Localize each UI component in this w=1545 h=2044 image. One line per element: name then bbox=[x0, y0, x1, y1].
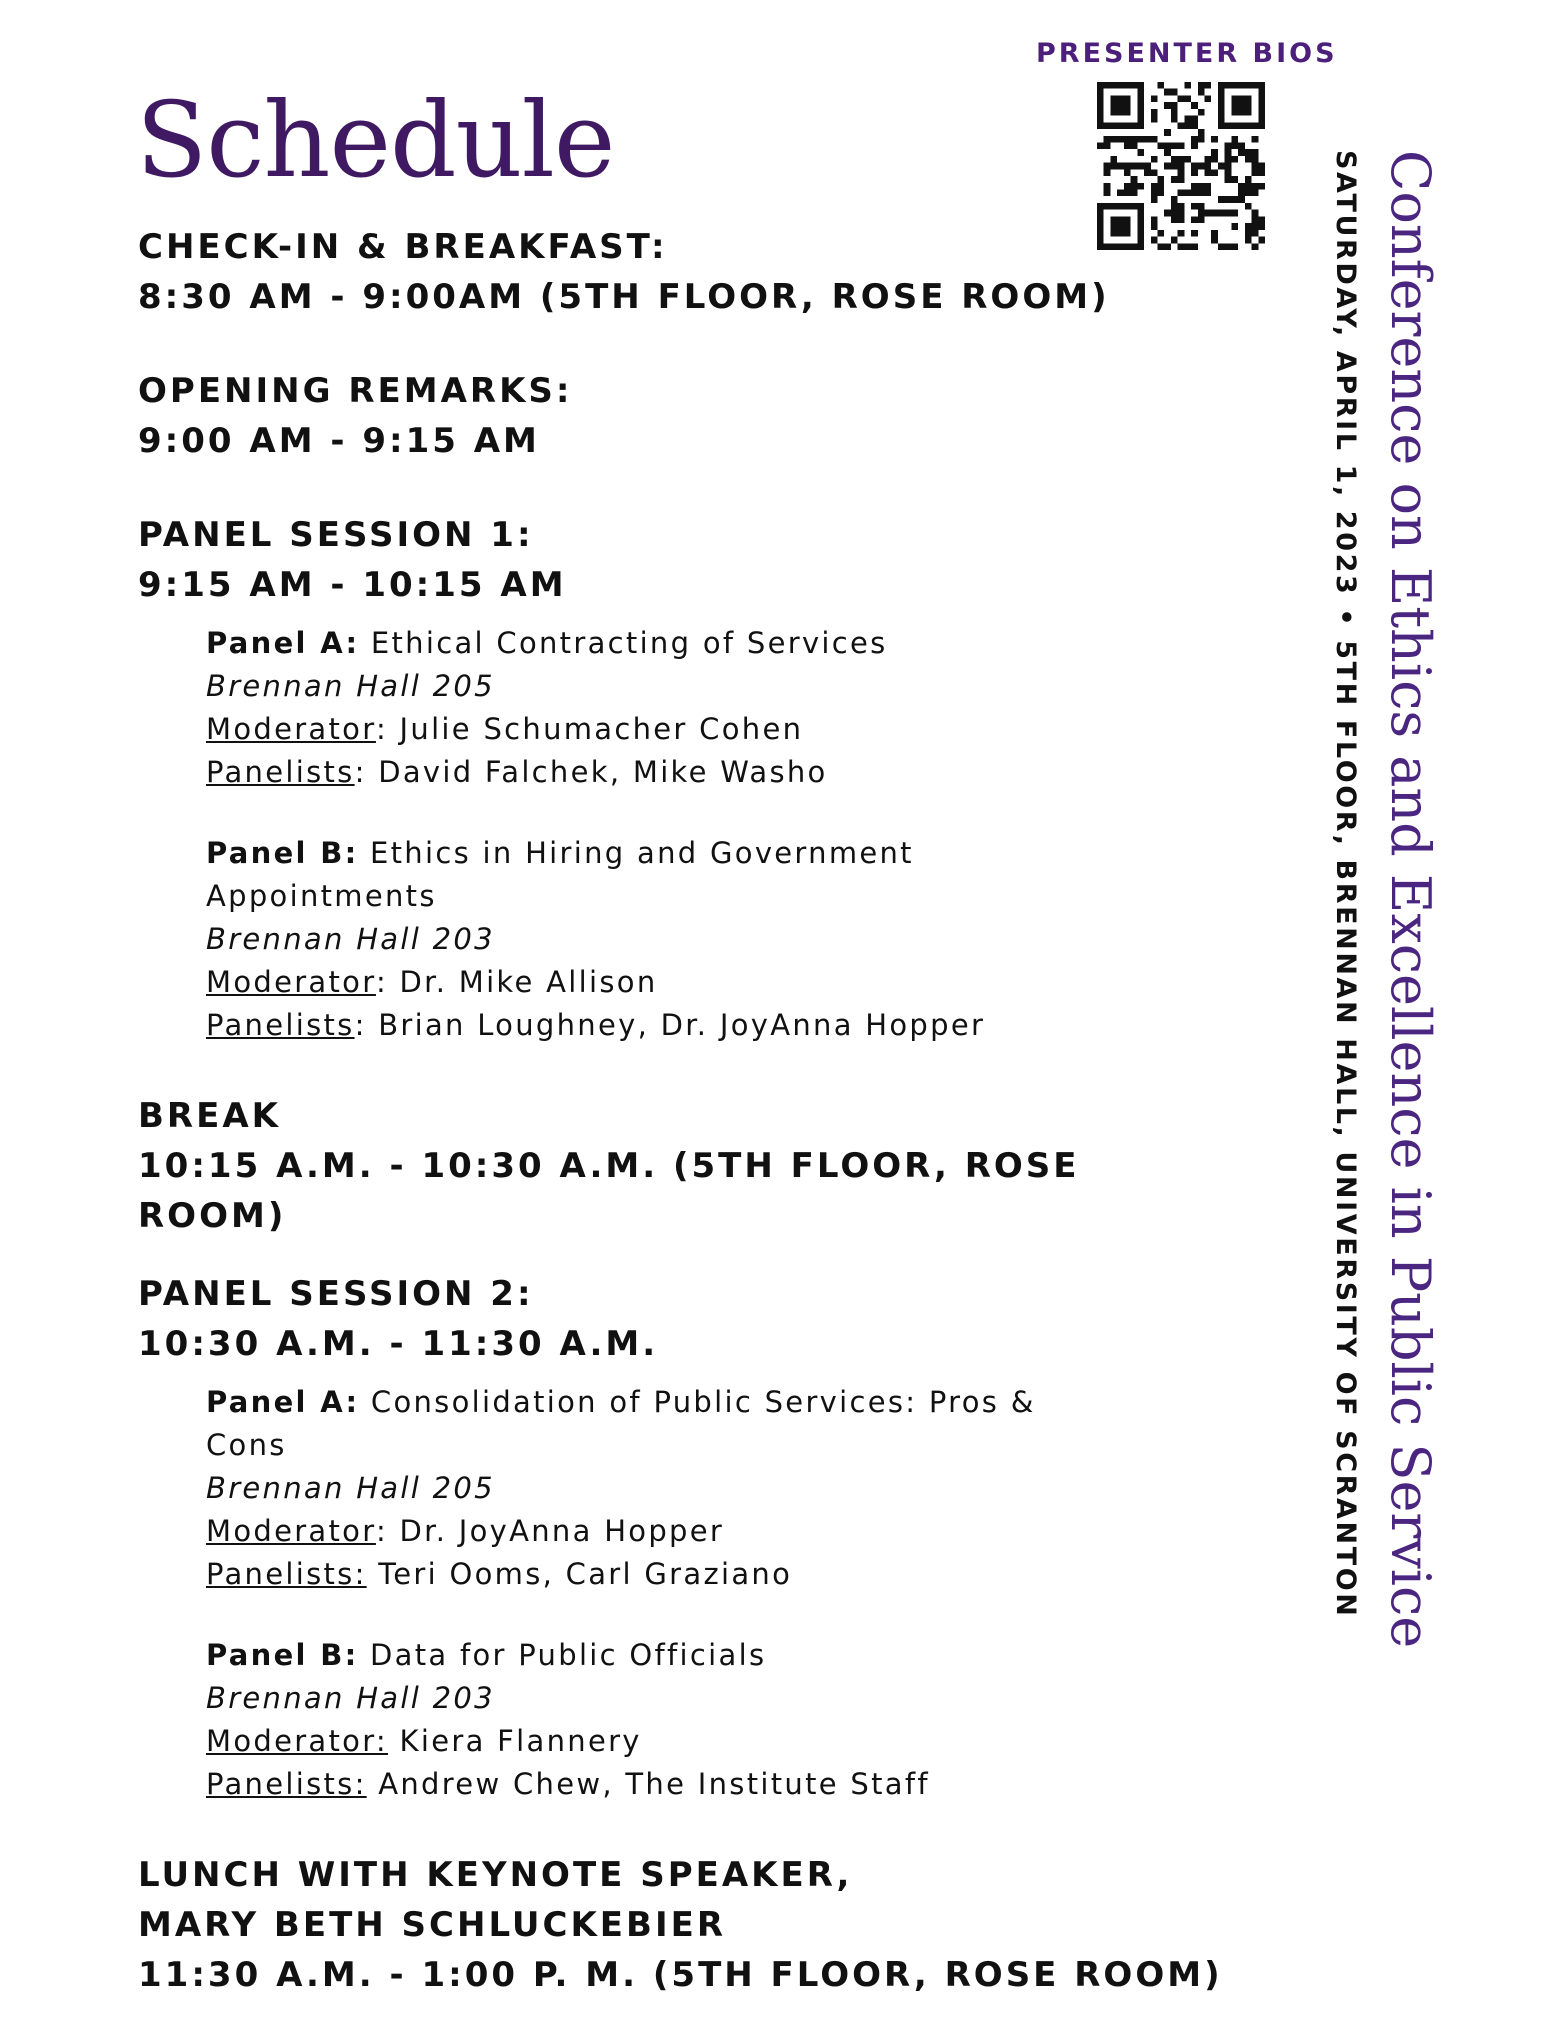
event-opening-remarks bbox=[138, 366, 1228, 466]
panel-panelists bbox=[206, 1553, 1106, 1596]
event-time: 11:30 A.M. - 1:00 P. M. (5TH FLOOR, ROSE ROOM) bbox=[138, 1955, 1223, 1995]
panel-topic: Data for Public Officials bbox=[358, 1638, 767, 1672]
panel-location: Brennan Hall 205 bbox=[206, 669, 495, 703]
panel-heading bbox=[206, 622, 1106, 665]
panel-moderator bbox=[206, 708, 1106, 751]
event-panel-session-1 bbox=[138, 510, 1228, 1047]
panel-moderator bbox=[206, 1720, 1106, 1763]
panel-location: Brennan Hall 203 bbox=[206, 1681, 495, 1715]
panel-1b bbox=[206, 832, 1106, 1047]
panel-panelists bbox=[206, 751, 1106, 794]
panel-1a bbox=[206, 622, 1106, 794]
panelists-key: Panelists: bbox=[206, 1767, 367, 1801]
panelists-names: Teri Ooms, Carl Graziano bbox=[378, 1557, 793, 1591]
event-title: CHECK-IN & BREAKFAST: bbox=[138, 227, 668, 267]
panel-topic: Ethics in Hiring and Government Appointments bbox=[206, 836, 914, 913]
panel-panelists bbox=[206, 1763, 1106, 1806]
panelists-names: Andrew Chew, The Institute Staff bbox=[378, 1767, 930, 1801]
conference-date-location: SATURDAY, APRIL 1, 2023 • 5TH FLOOR, BRENNAN HALL, UNIVERSITY OF SCRANTON bbox=[1330, 150, 1361, 1619]
event-time: 10:30 A.M. - 11:30 A.M. bbox=[138, 1324, 659, 1364]
panel-2a bbox=[206, 1381, 1106, 1596]
page-title: Schedule bbox=[136, 79, 615, 201]
event-check-in bbox=[138, 222, 1228, 322]
panel-heading bbox=[206, 1381, 1106, 1467]
moderator-sep: : bbox=[375, 1514, 400, 1548]
panel-label: Panel B: bbox=[206, 1638, 359, 1672]
panelists-names: David Falchek, Mike Washo bbox=[378, 755, 828, 789]
event-title: LUNCH WITH KEYNOTE SPEAKER, bbox=[138, 1855, 853, 1895]
panel-heading bbox=[206, 832, 1106, 918]
panelists-key: Panelists bbox=[206, 1008, 355, 1042]
moderator-key: Moderator bbox=[206, 1514, 376, 1548]
panelists-names: Brian Loughney, Dr. JoyAnna Hopper bbox=[378, 1008, 986, 1042]
event-time: 9:00 AM - 9:15 AM bbox=[138, 421, 540, 461]
event-time: 10:15 A.M. - 10:30 A.M. (5TH FLOOR, ROSE ROOM) bbox=[138, 1146, 1080, 1236]
panel-2b bbox=[206, 1634, 1106, 1806]
panelists-key: Panelists: bbox=[206, 1557, 367, 1591]
panel-moderator bbox=[206, 1510, 1106, 1553]
event-lunch-keynote bbox=[138, 1850, 1228, 2000]
panelists-sep bbox=[367, 1767, 379, 1801]
panel-panelists bbox=[206, 1004, 1106, 1047]
panel-location: Brennan Hall 205 bbox=[206, 1471, 495, 1505]
event-panel-session-2 bbox=[138, 1269, 1228, 1806]
panel-moderator bbox=[206, 961, 1106, 1004]
event-title: BREAK bbox=[138, 1096, 281, 1136]
moderator-key: Moderator bbox=[206, 965, 376, 999]
presenter-bios-label: PRESENTER BIOS bbox=[1036, 38, 1338, 69]
conference-title: Conference on Ethics and Excellence in Public Service bbox=[1379, 150, 1442, 1649]
event-title: PANEL SESSION 1: bbox=[138, 515, 534, 555]
panelists-sep: : bbox=[354, 1008, 379, 1042]
panelists-sep: : bbox=[354, 755, 379, 789]
panel-topic: Ethical Contracting of Services bbox=[359, 626, 888, 660]
event-time: 8:30 AM - 9:00AM (5TH FLOOR, ROSE ROOM) bbox=[138, 277, 1110, 317]
event-time: 9:15 AM - 10:15 AM bbox=[138, 565, 567, 605]
moderator-name: Dr. JoyAnna Hopper bbox=[399, 1514, 725, 1548]
moderator-name: Dr. Mike Allison bbox=[399, 965, 658, 999]
event-break bbox=[138, 1091, 1228, 1241]
moderator-sep bbox=[388, 1724, 400, 1758]
moderator-sep: : bbox=[375, 965, 400, 999]
event-speaker: MARY BETH SCHLUCKEBIER bbox=[138, 1905, 727, 1945]
panel-label: Panel A: bbox=[206, 1385, 360, 1419]
panel-location: Brennan Hall 203 bbox=[206, 922, 495, 956]
panelists-key: Panelists bbox=[206, 755, 355, 789]
moderator-name: Kiera Flannery bbox=[399, 1724, 642, 1758]
panel-label: Panel B: bbox=[206, 836, 359, 870]
panel-heading bbox=[206, 1634, 1106, 1677]
moderator-key: Moderator bbox=[206, 712, 376, 746]
event-title: PANEL SESSION 2: bbox=[138, 1274, 534, 1314]
panel-label: Panel A: bbox=[206, 626, 360, 660]
event-title: OPENING REMARKS: bbox=[138, 371, 573, 411]
moderator-name: Julie Schumacher Cohen bbox=[399, 712, 804, 746]
schedule-list bbox=[138, 222, 1228, 2044]
panel-topic: Consolidation of Public Services: Pros & Cons bbox=[206, 1385, 1036, 1462]
moderator-sep: : bbox=[375, 712, 400, 746]
moderator-key: Moderator: bbox=[206, 1724, 389, 1758]
panelists-sep bbox=[367, 1557, 379, 1591]
